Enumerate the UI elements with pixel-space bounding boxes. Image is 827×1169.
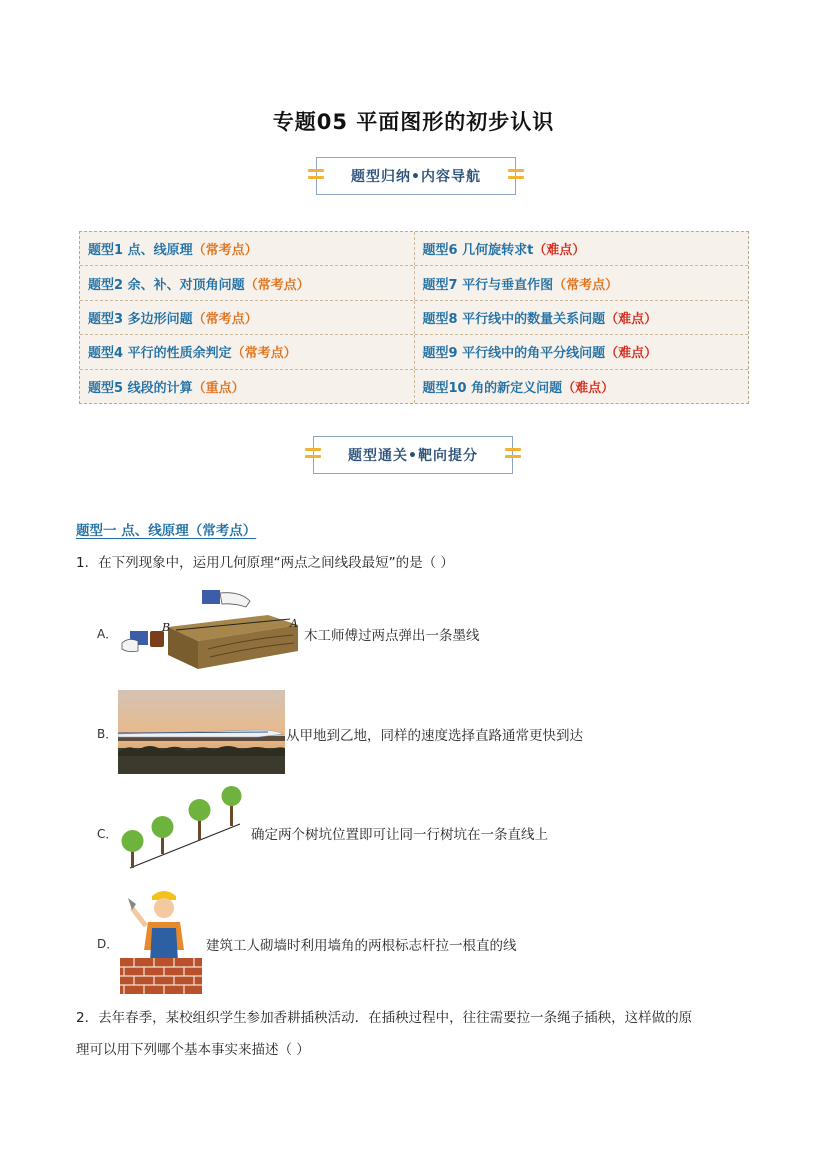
- option-d-letter: D．: [97, 937, 119, 951]
- nav-row: [80, 265, 748, 299]
- tree: [152, 816, 174, 854]
- tree-row-image: [116, 786, 250, 876]
- banner-practice-label: 题型通关•靶向提分: [348, 448, 478, 464]
- nav-row: [80, 369, 748, 403]
- carpenter-board-image: [118, 587, 304, 673]
- question-1-stem: 1．在下列现象中，运用几何原理“两点之间线段最短”的是（ ）: [76, 555, 454, 571]
- option-a-letter: A．: [97, 627, 118, 641]
- nav-item-2[interactable]: 题型2 余、补、对顶角问题 （常考点）: [80, 266, 415, 299]
- nav-row: [80, 300, 748, 334]
- worker-arm: [132, 908, 146, 926]
- question-2-line-2: 理可以用下列哪个基本事实来描述（ ）: [76, 1042, 310, 1058]
- nav-item-7[interactable]: 题型7 平行与垂直作图 （常考点）: [422, 277, 619, 293]
- nav-item-9[interactable]: 题型9 平行线中的角平分线问题 （难点）: [422, 346, 658, 362]
- nav-item-10[interactable]: 题型10 角的新定义问题 （难点）: [422, 380, 615, 396]
- banner-practice: [313, 436, 513, 474]
- option-b-letter: B．: [97, 727, 118, 741]
- topic-navigation-table: [79, 231, 749, 404]
- worker-head: [154, 898, 174, 918]
- question-2-line-1: 2．去年春季，某校组织学生参加香耕插秧活动．在插秧过程中，往往需要拉一条绳子插秧，这样做的原: [76, 1010, 693, 1026]
- worker-overalls: [150, 928, 178, 962]
- option-c-text: 确定两个树坑位置即可让同一行树坑在一条直线上: [251, 827, 548, 843]
- hand-sleeve: [202, 590, 220, 604]
- nav-item-8[interactable]: 题型8 平行线中的数量关系问题 （难点）: [422, 311, 658, 327]
- banner-right-mark: [505, 448, 521, 460]
- high-speed-train-image: [118, 690, 285, 774]
- banner-left-mark: [305, 448, 321, 460]
- page-title: 专题05 平面图形的初步认识: [272, 110, 555, 134]
- banner-right-mark: [508, 169, 524, 181]
- nav-row: [80, 232, 748, 265]
- tree: [122, 830, 144, 868]
- tree-tops: [118, 746, 285, 756]
- banner-navigation: [316, 157, 516, 195]
- point-b-label: B: [162, 621, 171, 634]
- left-hand-glove: [122, 639, 138, 651]
- banner-navigation-label: 题型归纳•内容导航: [351, 169, 481, 185]
- hand-glove: [220, 593, 250, 607]
- tree: [189, 799, 211, 840]
- nav-item-4[interactable]: 题型4 平行的性质余判定 （常考点）: [80, 335, 415, 368]
- nav-item-5[interactable]: 题型5 线段的计算 （重点）: [80, 370, 415, 403]
- option-c-letter: C．: [97, 827, 118, 841]
- section-heading: 题型一 点、线原理（常考点）: [76, 523, 257, 539]
- tree: [222, 786, 242, 826]
- bricklayer-image: [118, 886, 204, 996]
- point-a-label: A: [290, 617, 298, 630]
- nav-item-3[interactable]: 题型3 多边形问题 （常考点）: [80, 301, 415, 334]
- nav-item-6[interactable]: 题型6 几何旋转求t （难点）: [422, 243, 586, 259]
- nav-row: [80, 334, 748, 368]
- banner-left-mark: [308, 169, 324, 181]
- option-b-text: 从甲地到乙地，同样的速度选择直路通常更快到达: [286, 728, 583, 744]
- nav-item-1[interactable]: 题型1 点、线原理 （常考点）: [80, 232, 415, 265]
- option-d-text: 建筑工人砌墙时利用墙角的两根标志杆拉一根直的线: [206, 938, 517, 954]
- tree-line-straight: [130, 824, 240, 868]
- option-a-text: 木工师傅过两点弹出一条墨线: [304, 628, 480, 644]
